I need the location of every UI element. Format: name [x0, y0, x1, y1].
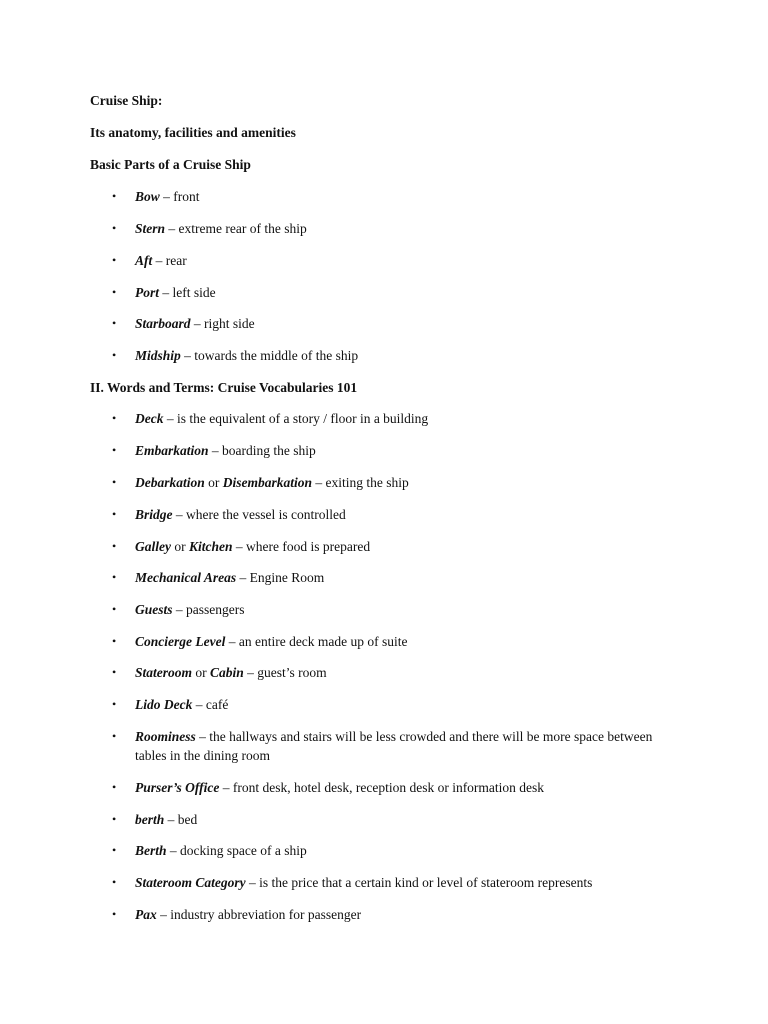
list-item-text	[135, 409, 675, 428]
list-item-text	[135, 314, 675, 333]
list-item-text	[135, 283, 675, 302]
term: Roominess	[135, 729, 196, 744]
term-alternate: Kitchen	[189, 539, 233, 554]
term-alternate: Cabin	[210, 665, 244, 680]
term: Bow	[135, 189, 160, 204]
list-item-text	[135, 505, 675, 524]
term-definition: – towards the middle of the ship	[180, 348, 359, 363]
term: Pax	[135, 907, 157, 922]
term-definition: – café	[192, 697, 229, 712]
bullet-icon: •	[112, 221, 117, 235]
term-definition: – an entire deck made up of suite	[225, 634, 408, 649]
term-definition: – where the vessel is controlled	[172, 507, 346, 522]
bullet-icon: •	[112, 316, 117, 330]
list-item-text	[135, 810, 675, 829]
term-definition: – front	[159, 189, 200, 204]
bullet-icon: •	[112, 697, 117, 711]
term-definition: – left side	[159, 285, 216, 300]
term: Mechanical Areas	[135, 570, 237, 585]
list-item-text	[135, 219, 675, 238]
term-alternate: Disembarkation	[222, 475, 313, 490]
term-definition: – boarding the ship	[208, 443, 316, 458]
term: Starboard	[135, 316, 191, 331]
term: Stern	[135, 221, 166, 236]
bullet-icon: •	[112, 570, 117, 584]
bullet-icon: •	[112, 475, 117, 489]
term: Guests	[135, 602, 173, 617]
term: Purser’s Office	[135, 780, 220, 795]
bullet-icon: •	[112, 602, 117, 616]
term: Deck	[135, 411, 164, 426]
bullet-icon: •	[112, 443, 117, 457]
section1-heading: Basic Parts of a Cruise Ship	[90, 157, 251, 172]
list-item-text	[135, 727, 675, 765]
term: Debarkation	[135, 475, 205, 490]
list-item-text	[135, 441, 675, 460]
term: Embarkation	[135, 443, 209, 458]
term: Port	[135, 285, 160, 300]
bullet-icon: •	[112, 843, 117, 857]
term-definition: – exiting the ship	[312, 475, 409, 490]
term-definition: – right side	[190, 316, 255, 331]
term-definition: – bed	[164, 812, 198, 827]
term-definition: – extreme rear of the ship	[165, 221, 307, 236]
list-item-text	[135, 187, 675, 206]
term-definition: – rear	[152, 253, 187, 268]
bullet-icon: •	[112, 729, 117, 743]
term-joiner: or	[171, 539, 189, 554]
list-item-text	[135, 695, 675, 714]
term-definition: – the hallways and stairs will be less crowded and there will be more space between tables in the dining room	[135, 729, 653, 763]
bullet-icon: •	[112, 285, 117, 299]
term: Galley	[135, 539, 171, 554]
list-item-text	[135, 346, 675, 365]
term-joiner: or	[192, 665, 211, 680]
term-definition: – front desk, hotel desk, reception desk or information desk	[219, 780, 545, 795]
document-subtitle: Its anatomy, facilities and amenities	[90, 125, 296, 140]
bullet-icon: •	[112, 411, 117, 425]
term: Lido Deck	[135, 697, 193, 712]
term: Stateroom Category	[135, 875, 246, 890]
list-item-text	[135, 778, 675, 797]
list-item-text	[135, 873, 675, 892]
bullet-icon: •	[112, 812, 117, 826]
bullet-icon: •	[112, 189, 117, 203]
bullet-icon: •	[112, 665, 117, 679]
list-item-text	[135, 663, 675, 682]
term-definition: – guest’s room	[243, 665, 327, 680]
bullet-icon: •	[112, 634, 117, 648]
bullet-icon: •	[112, 907, 117, 921]
list-item-text	[135, 841, 675, 860]
term-definition: – is the equivalent of a story / floor in a building	[163, 411, 429, 426]
term-definition: – industry abbreviation for passenger	[156, 907, 362, 922]
list-item-text	[135, 632, 675, 651]
list-item-text	[135, 600, 675, 619]
list-item-text	[135, 905, 675, 924]
term: berth	[135, 812, 165, 827]
bullet-icon: •	[112, 539, 117, 553]
document-title: Cruise Ship:	[90, 93, 163, 108]
bullet-icon: •	[112, 253, 117, 267]
term-joiner: or	[204, 475, 223, 490]
bullet-icon: •	[112, 875, 117, 889]
term-definition: – passengers	[172, 602, 245, 617]
list-item-text	[135, 473, 675, 492]
bullet-icon: •	[112, 507, 117, 521]
term: Stateroom	[135, 665, 193, 680]
section2-heading: II. Words and Terms: Cruise Vocabularies 101	[90, 380, 358, 395]
term-definition: – Engine Room	[236, 570, 325, 585]
bullet-icon: •	[112, 780, 117, 794]
term-definition: – is the price that a certain kind or level of stateroom represents	[245, 875, 593, 890]
term: Berth	[135, 843, 167, 858]
list-item-text	[135, 537, 675, 556]
bullet-icon: •	[112, 348, 117, 362]
term: Concierge Level	[135, 634, 226, 649]
term: Aft	[135, 253, 153, 268]
list-item-text	[135, 251, 675, 270]
term-definition: – where food is prepared	[232, 539, 371, 554]
term: Bridge	[135, 507, 173, 522]
term: Midship	[135, 348, 181, 363]
list-item-text	[135, 568, 675, 587]
term-definition: – docking space of a ship	[166, 843, 307, 858]
